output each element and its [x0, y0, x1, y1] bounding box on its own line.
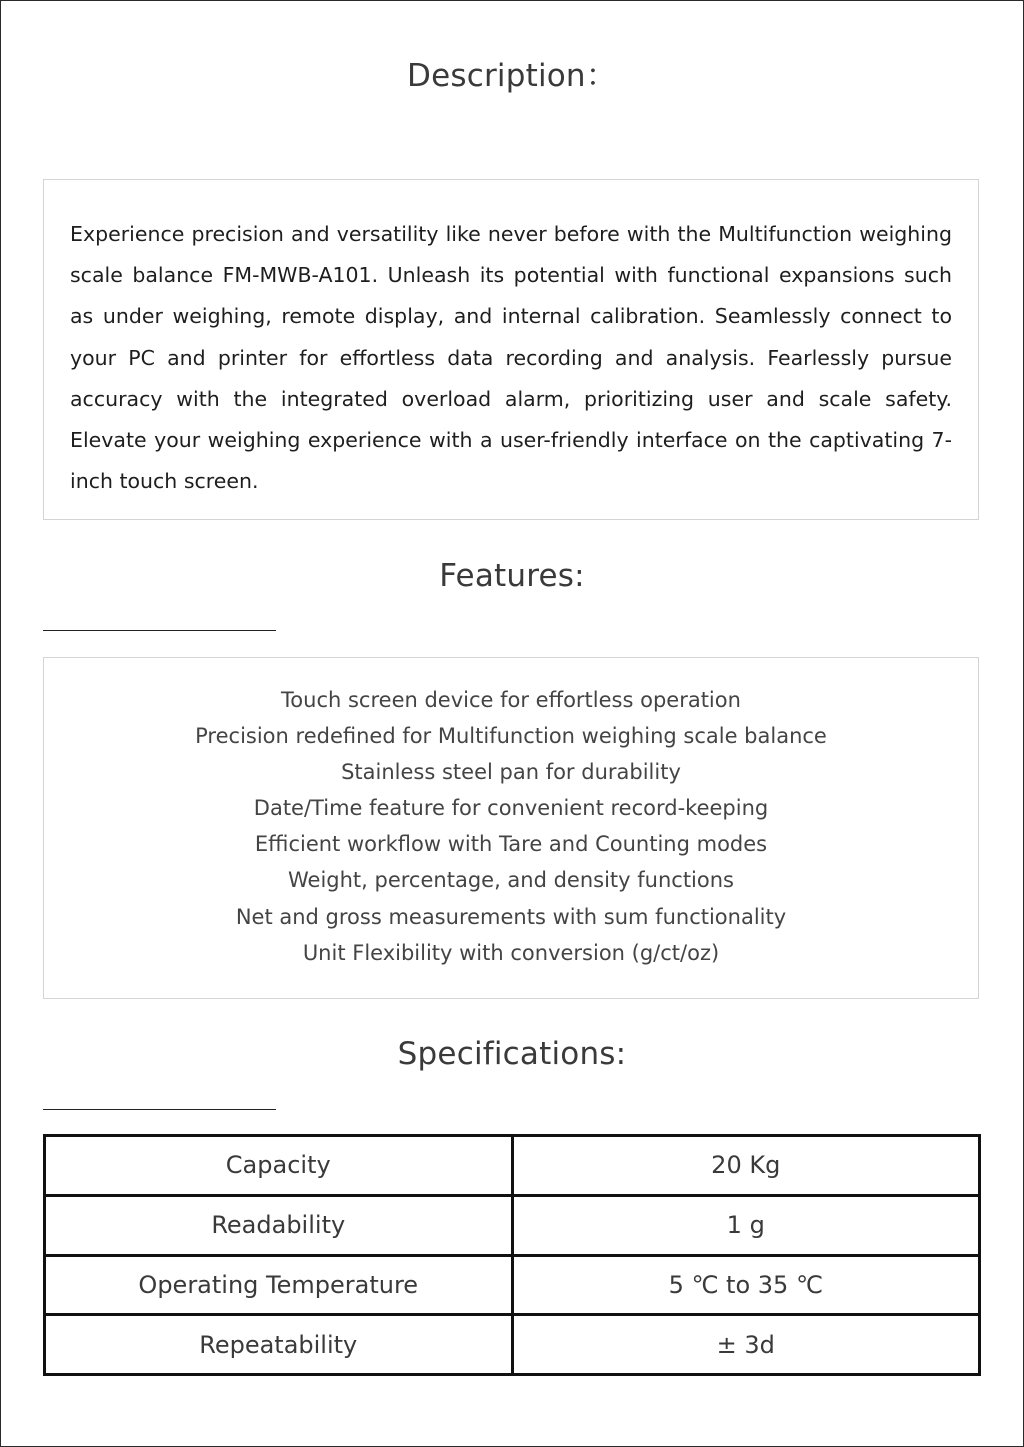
- feature-item: Stainless steel pan for durability: [341, 760, 681, 785]
- features-heading: Features:: [439, 558, 585, 594]
- table-row: [45, 1136, 980, 1196]
- spec-value: 1 g: [512, 1195, 980, 1255]
- features-list: [44, 682, 978, 971]
- spec-label: Repeatability: [45, 1315, 513, 1375]
- table-row: [45, 1195, 980, 1255]
- feature-item: Efficient workflow with Tare and Counting modes: [254, 832, 768, 857]
- feature-item: Weight, percentage, and density functions: [288, 868, 734, 893]
- description-box: [43, 179, 979, 520]
- description-text: Experience precision and versatility like never before with the Multifunction weighing scale balance FM-MWB-A101. Unleash its potential with functional expansions such as under weighing, remote display, and internal calibration. Seamlessly connect to your PC and printer for effortless data recording and analysis. Fearlessly pursue accuracy with the integrated overload alarm, prioritizing user and scale safety. Elevate your weighing experience with a user-friendly interface on the captivating 7-inch touch screen.: [70, 222, 952, 494]
- spec-label: Capacity: [45, 1136, 513, 1196]
- specifications-divider: [43, 1109, 276, 1110]
- table-row: [45, 1255, 980, 1315]
- features-divider: [43, 630, 276, 631]
- spec-value: 5 ℃ to 35 ℃: [512, 1255, 980, 1315]
- specifications-heading: Specifications:: [397, 1036, 627, 1072]
- spec-label: Readability: [45, 1195, 513, 1255]
- spec-label: Operating Temperature: [45, 1255, 513, 1315]
- specifications-table: [43, 1134, 981, 1376]
- spec-value: 20 Kg: [512, 1136, 980, 1196]
- features-box: [43, 657, 979, 999]
- feature-item: Unit Flexibility with conversion (g/ct/oz): [302, 940, 720, 965]
- feature-item: Net and gross measurements with sum functionality: [235, 904, 787, 929]
- spec-value: ± 3d: [512, 1315, 980, 1375]
- feature-item: Precision redefined for Multifunction weighing scale balance: [195, 724, 827, 749]
- feature-item: Touch screen device for effortless operation: [281, 688, 741, 712]
- feature-item: Date/Time feature for convenient record-keeping: [253, 796, 769, 821]
- description-heading: Description：: [407, 58, 617, 94]
- table-row: [45, 1315, 980, 1375]
